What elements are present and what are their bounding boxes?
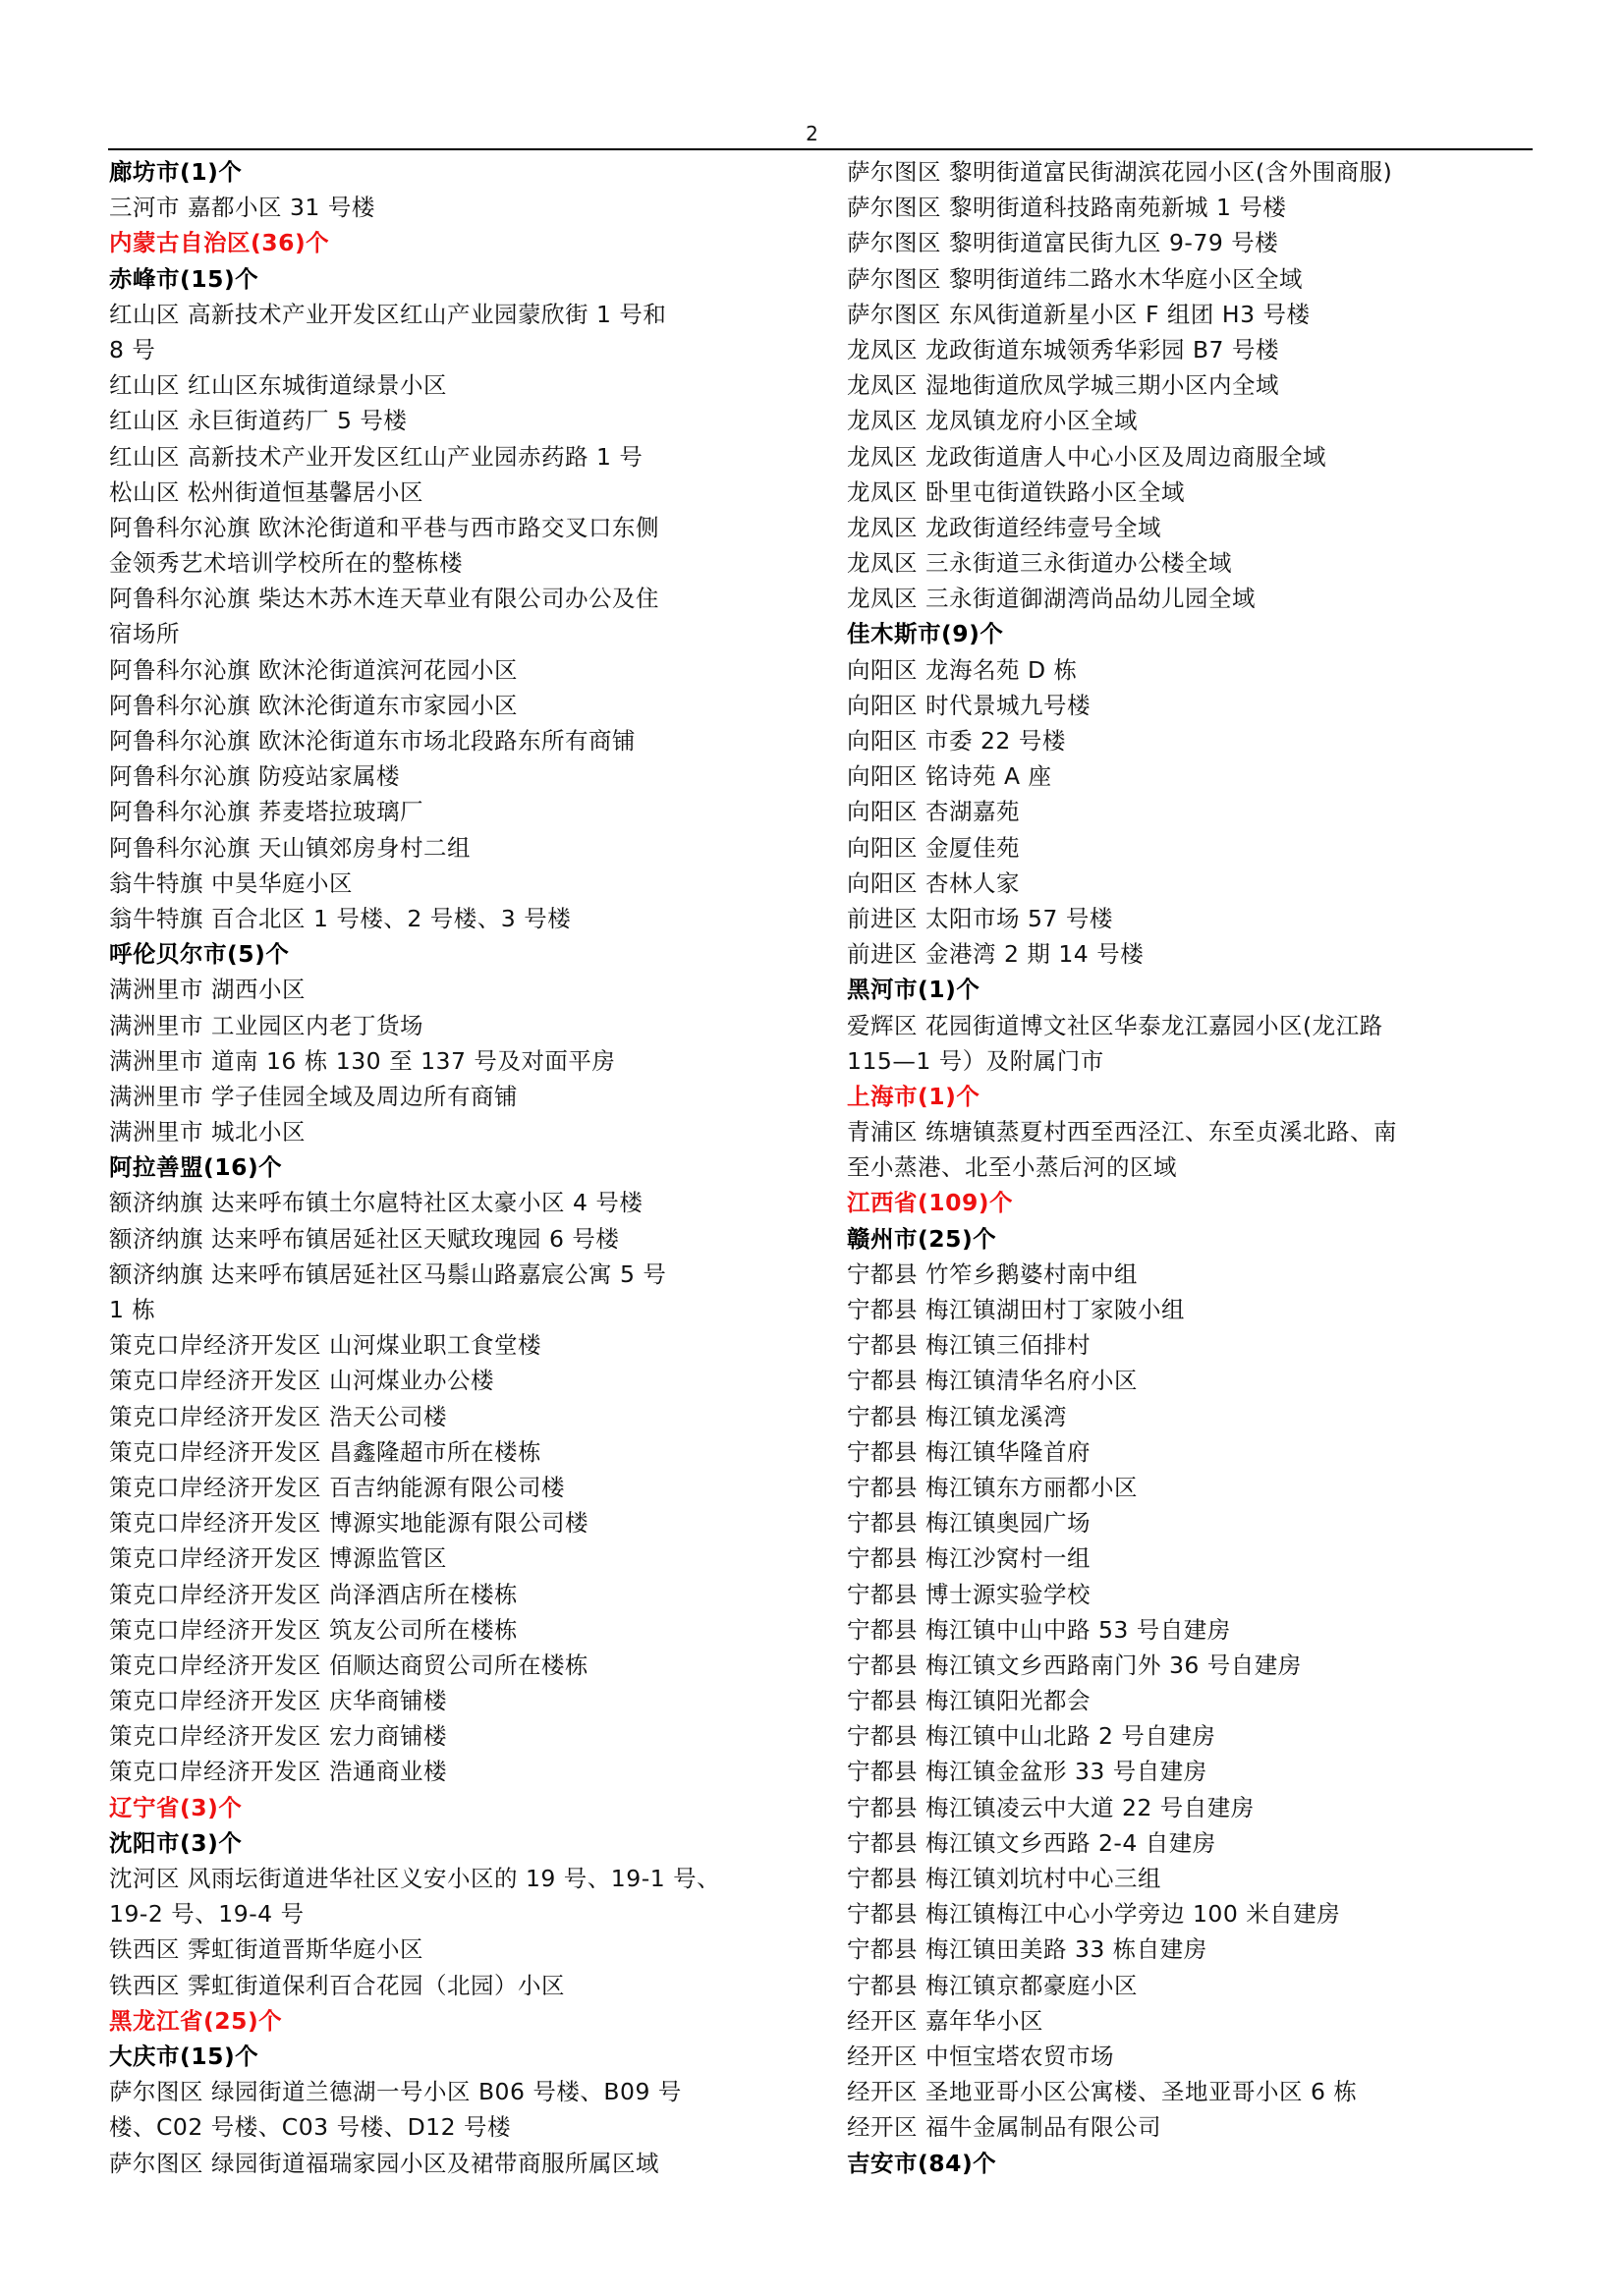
list-item: 三河市 嘉都小区 31 号楼 xyxy=(109,194,375,222)
list-item: 铁西区 霁虹街道晋斯华庭小区 xyxy=(109,1935,423,1964)
list-item: 向阳区 时代景城九号楼 xyxy=(847,691,1091,719)
list-item: 金领秀艺术培训学校所在的整栋楼 xyxy=(109,549,463,578)
list-item: 宁都县 梅江镇奥园广场 xyxy=(847,1509,1091,1538)
city-header: 沈阳市(3)个 xyxy=(109,1828,243,1857)
list-item: 萨尔图区 绿园街道福瑞家园小区及裙带商服所属区域 xyxy=(109,2149,659,2177)
list-item: 宁都县 梅江镇湖田村丁家陂小组 xyxy=(847,1296,1185,1323)
right-column xyxy=(847,154,1535,2181)
list-item: 宁都县 梅江镇金盆形 33 号自建房 xyxy=(847,1758,1207,1786)
list-item: 宁都县 梅江镇中山中路 53 号自建房 xyxy=(847,1615,1231,1644)
list-item: 策克口岸经济开发区 佰顺达商贸公司所在楼栋 xyxy=(109,1651,588,1679)
list-item: 前进区 太阳市场 57 号楼 xyxy=(847,904,1113,932)
list-item: 宁都县 梅江镇凌云中大道 22 号自建房 xyxy=(847,1793,1255,1821)
list-item: 策克口岸经济开发区 浩天公司楼 xyxy=(109,1402,447,1430)
list-item: 阿鲁科尔沁旗 欧沐沦街道东市家园小区 xyxy=(109,691,518,719)
list-item: 龙凤区 湿地街道欣凤学城三期小区内全域 xyxy=(847,371,1279,400)
list-item: 宁都县 梅江镇京都豪庭小区 xyxy=(847,1971,1138,1999)
list-item: 萨尔图区 黎明街道科技路南苑新城 1 号楼 xyxy=(847,194,1287,222)
list-item: 策克口岸经济开发区 博源实地能源有限公司楼 xyxy=(109,1509,588,1538)
list-item: 额济纳旗 达来呼布镇土尔扈特社区太豪小区 4 号楼 xyxy=(109,1189,644,1217)
list-item: 策克口岸经济开发区 博源监管区 xyxy=(109,1544,447,1573)
list-item: 满洲里市 学子佳园全域及周边所有商铺 xyxy=(109,1082,518,1110)
city-header: 廊坊市(1)个 xyxy=(109,158,243,186)
list-item: 宁都县 梅江镇田美路 33 栋自建房 xyxy=(847,1935,1207,1964)
list-item: 红山区 高新技术产业开发区红山产业园蒙欣街 1 号和 xyxy=(109,300,667,328)
city-header: 赣州市(25)个 xyxy=(847,1224,997,1253)
list-item: 宁都县 梅江镇华隆首府 xyxy=(847,1437,1091,1466)
list-item: 向阳区 杏林人家 xyxy=(847,868,1020,897)
list-item: 至小蒸港、北至小蒸后河的区域 xyxy=(847,1153,1177,1182)
list-item: 楼、C02 号楼、C03 号楼、D12 号楼 xyxy=(109,2113,512,2142)
list-item: 策克口岸经济开发区 浩通商业楼 xyxy=(109,1758,447,1786)
list-item: 宁都县 竹笮乡鹅婆村南中组 xyxy=(847,1259,1138,1288)
list-item: 龙凤区 龙凤镇龙府小区全域 xyxy=(847,407,1138,435)
list-item: 红山区 红山区东城街道绿景小区 xyxy=(109,371,447,400)
list-item: 前进区 金港湾 2 期 14 号楼 xyxy=(847,940,1145,969)
list-item: 额济纳旗 达来呼布镇居延社区天赋玫瑰园 6 号楼 xyxy=(109,1224,620,1253)
list-item: 宁都县 梅江镇三佰排村 xyxy=(847,1331,1091,1360)
list-item: 萨尔图区 黎明街道纬二路水木华庭小区全域 xyxy=(847,264,1303,293)
list-item: 爱辉区 花园街道博文社区华泰龙江嘉园小区(龙江路 xyxy=(847,1011,1383,1039)
province-header: 黑龙江省(25)个 xyxy=(109,2006,283,2035)
list-item: 宿场所 xyxy=(109,620,180,648)
list-item: 策克口岸经济开发区 百吉纳能源有限公司楼 xyxy=(109,1473,565,1501)
list-item: 宁都县 梅江沙窝村一组 xyxy=(847,1544,1091,1573)
list-item: 阿鲁科尔沁旗 欧沐沦街道东市场北段路东所有商铺 xyxy=(109,727,636,755)
list-item: 向阳区 金厦佳苑 xyxy=(847,833,1020,862)
list-item: 策克口岸经济开发区 筑友公司所在楼栋 xyxy=(109,1615,518,1644)
list-item: 龙凤区 卧里屯街道铁路小区全域 xyxy=(847,477,1185,506)
list-item: 红山区 永巨街道药厂 5 号楼 xyxy=(109,407,408,435)
list-item: 向阳区 龙海名苑 D 栋 xyxy=(847,655,1078,684)
list-item: 宁都县 梅江镇东方丽都小区 xyxy=(847,1473,1138,1501)
list-item: 阿鲁科尔沁旗 欧沐沦街道和平巷与西市路交叉口东侧 xyxy=(109,513,659,541)
city-header: 阿拉善盟(16)个 xyxy=(109,1153,283,1182)
province-header: 内蒙古自治区(36)个 xyxy=(109,229,330,257)
page-number: 2 xyxy=(806,122,818,145)
list-item: 宁都县 梅江镇文乡西路 2-4 自建房 xyxy=(847,1828,1216,1857)
header-rule xyxy=(108,148,1533,150)
list-item: 经开区 福牛金属制品有限公司 xyxy=(847,2113,1161,2142)
list-item: 萨尔图区 黎明街道富民街湖滨花园小区(含外围商服) xyxy=(847,158,1393,186)
province-header: 江西省(109)个 xyxy=(847,1189,1014,1217)
list-item: 策克口岸经济开发区 庆华商铺楼 xyxy=(109,1687,447,1715)
list-item: 额济纳旗 达来呼布镇居延社区马鬃山路嘉宸公寓 5 号 xyxy=(109,1259,667,1288)
list-item: 策克口岸经济开发区 宏力商铺楼 xyxy=(109,1722,447,1751)
list-item: 松山区 松州街道恒基馨居小区 xyxy=(109,477,423,506)
list-item: 宁都县 梅江镇阳光都会 xyxy=(847,1687,1091,1715)
city-header: 黑河市(1)个 xyxy=(847,976,980,1004)
list-item: 龙凤区 龙政街道唐人中心小区及周边商服全域 xyxy=(847,442,1326,471)
province-header: 上海市(1)个 xyxy=(847,1082,980,1110)
list-item: 经开区 中恒宝塔农贸市场 xyxy=(847,2042,1114,2070)
city-header: 赤峰市(15)个 xyxy=(109,264,259,293)
list-item: 阿鲁科尔沁旗 天山镇郊房身村二组 xyxy=(109,833,471,862)
list-item: 向阳区 铭诗苑 A 座 xyxy=(847,762,1052,791)
list-item: 19-2 号、19-4 号 xyxy=(109,1900,305,1929)
list-item: 宁都县 梅江镇刘坑村中心三组 xyxy=(847,1865,1161,1892)
list-item: 阿鲁科尔沁旗 欧沐沦街道滨河花园小区 xyxy=(109,655,518,684)
list-item: 萨尔图区 绿园街道兰德湖一号小区 B06 号楼、B09 号 xyxy=(109,2078,682,2106)
list-item: 宁都县 博士源实验学校 xyxy=(847,1580,1091,1608)
list-item: 经开区 嘉年华小区 xyxy=(847,2006,1043,2035)
city-header: 大庆市(15)个 xyxy=(109,2042,259,2070)
list-item: 龙凤区 三永街道三永街道办公楼全域 xyxy=(847,549,1232,578)
list-item: 115—1 号）及附属门市 xyxy=(847,1046,1104,1075)
list-item: 宁都县 梅江镇龙溪湾 xyxy=(847,1402,1067,1430)
list-item: 满洲里市 湖西小区 xyxy=(109,976,306,1004)
list-item: 策克口岸经济开发区 山河煤业办公楼 xyxy=(109,1367,494,1395)
city-header: 吉安市(84)个 xyxy=(847,2149,997,2177)
list-item: 宁都县 梅江镇清华名府小区 xyxy=(847,1367,1138,1395)
list-item: 向阳区 市委 22 号楼 xyxy=(847,727,1066,755)
list-item: 满洲里市 城北小区 xyxy=(109,1118,306,1147)
list-item: 龙凤区 三永街道御湖湾尚品幼儿园全域 xyxy=(847,585,1256,613)
list-item: 策克口岸经济开发区 尚泽酒店所在楼栋 xyxy=(109,1580,518,1608)
list-item: 1 栋 xyxy=(109,1296,156,1323)
list-item: 阿鲁科尔沁旗 柴达木苏木连天草业有限公司办公及住 xyxy=(109,585,659,613)
list-item: 宁都县 梅江镇文乡西路南门外 36 号自建房 xyxy=(847,1651,1302,1679)
list-item: 满洲里市 道南 16 栋 130 至 137 号及对面平房 xyxy=(109,1046,616,1075)
list-item: 向阳区 杏湖嘉苑 xyxy=(847,798,1020,826)
list-item: 策克口岸经济开发区 昌鑫隆超市所在楼栋 xyxy=(109,1437,541,1466)
list-item: 龙凤区 龙政街道经纬壹号全域 xyxy=(847,513,1161,541)
list-item: 翁牛特旗 中昊华庭小区 xyxy=(109,868,353,897)
list-item: 满洲里市 工业园区内老丁货场 xyxy=(109,1011,423,1039)
list-item: 铁西区 霁虹街道保利百合花园（北园）小区 xyxy=(109,1971,565,1999)
city-header: 佳木斯市(9)个 xyxy=(847,620,1004,648)
list-item: 青浦区 练塘镇蒸夏村西至西泾江、东至贞溪北路、南 xyxy=(847,1118,1397,1147)
province-header: 辽宁省(3)个 xyxy=(109,1793,243,1821)
city-header: 呼伦贝尔市(5)个 xyxy=(109,940,290,969)
list-item: 阿鲁科尔沁旗 荞麦塔拉玻璃厂 xyxy=(109,798,423,826)
list-item: 沈河区 风雨坛街道进华社区义安小区的 19 号、19-1 号、 xyxy=(109,1865,721,1892)
list-item: 宁都县 梅江镇中山北路 2 号自建房 xyxy=(847,1722,1216,1751)
list-item: 翁牛特旗 百合北区 1 号楼、2 号楼、3 号楼 xyxy=(109,904,572,932)
list-item: 萨尔图区 黎明街道富民街九区 9-79 号楼 xyxy=(847,229,1279,257)
list-item: 阿鲁科尔沁旗 防疫站家属楼 xyxy=(109,762,400,791)
list-item: 策克口岸经济开发区 山河煤业职工食堂楼 xyxy=(109,1331,541,1360)
list-item: 经开区 圣地亚哥小区公寓楼、圣地亚哥小区 6 栋 xyxy=(847,2078,1358,2106)
list-item: 龙凤区 龙政街道东城领秀华彩园 B7 号楼 xyxy=(847,335,1279,364)
list-item: 8 号 xyxy=(109,335,156,364)
list-item: 宁都县 梅江镇梅江中心小学旁边 100 米自建房 xyxy=(847,1900,1341,1929)
left-column xyxy=(109,154,797,2181)
list-item: 红山区 高新技术产业开发区红山产业园赤药路 1 号 xyxy=(109,442,644,471)
list-item: 萨尔图区 东风街道新星小区 F 组团 H3 号楼 xyxy=(847,300,1311,328)
